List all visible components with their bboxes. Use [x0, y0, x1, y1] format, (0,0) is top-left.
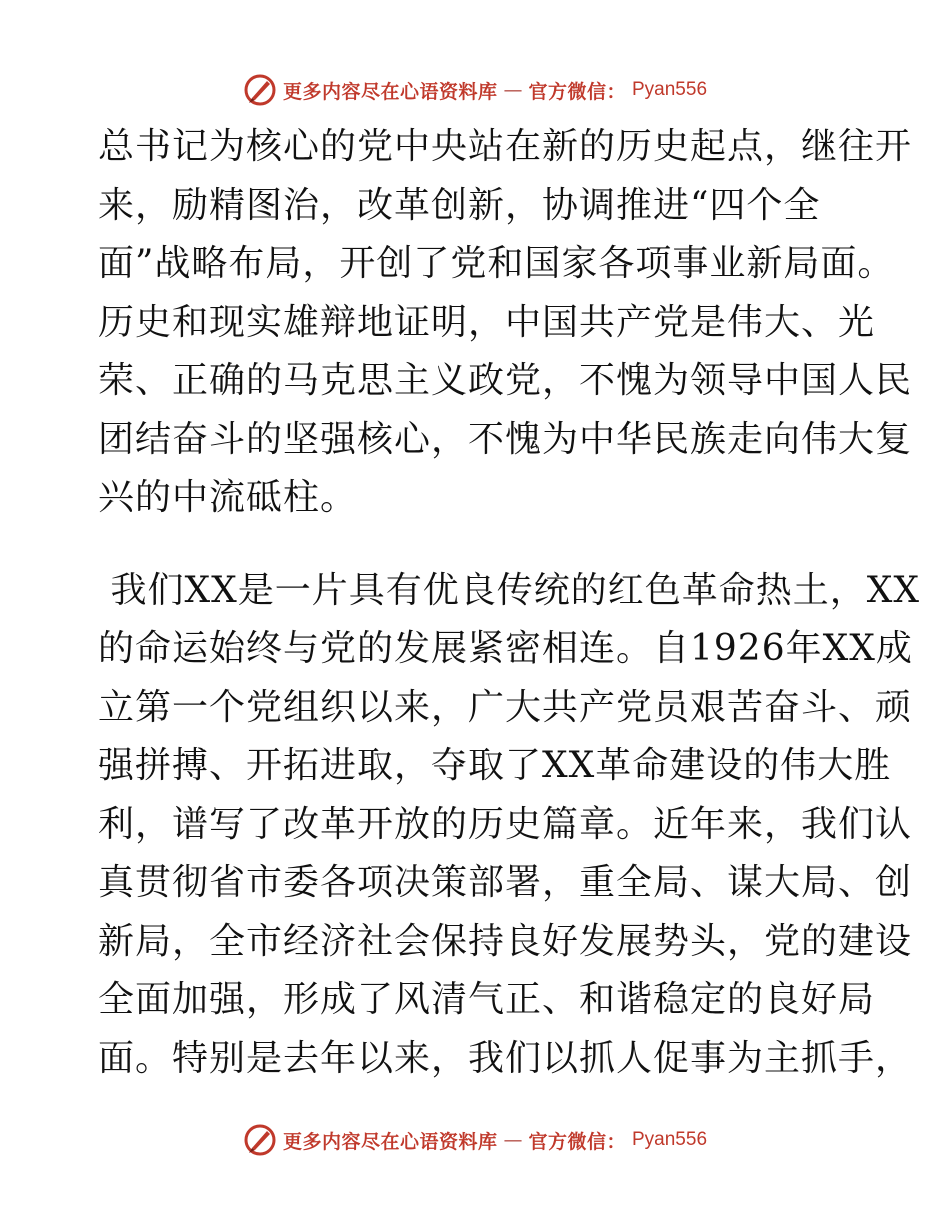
text-line: 面。特别是去年以来，我们以抓人促事为主抓手，: [98, 1037, 913, 1079]
text-line: 的命运始终与党的发展紧密相连。自1926年XX成: [98, 628, 913, 669]
text-line: 真贯彻省市委各项决策部署，重全局、谋大局、创: [98, 862, 913, 903]
footer-watermark-banner: [0, 1120, 950, 1160]
wechat-id: Pyan556: [632, 1129, 708, 1150]
text-line: 总书记为核心的党中央站在新的历史起点，继往开: [98, 126, 913, 167]
wechat-id: Pyan556: [632, 79, 708, 100]
brand-text: 更多内容尽在心语资料库: [282, 1130, 498, 1153]
document-body: [98, 118, 920, 1088]
paragraph-2: [98, 562, 920, 1089]
quill-pen-logo-icon: [243, 1123, 277, 1157]
text-line: 立第一个党组织以来，广大共产党员艰苦奋斗、顽: [98, 686, 913, 728]
wechat-label: 官方微信：: [528, 80, 626, 103]
quill-pen-logo-icon: [243, 73, 277, 107]
text-line: 历史和现实雄辩地证明，中国共产党是伟大、光: [98, 301, 876, 343]
text-line: 全面加强，形成了风清气正、和谐稳定的良好局: [98, 979, 876, 1020]
text-line: 团结奋斗的坚强核心，不愧为中华民族走向伟大复: [98, 418, 913, 460]
banner-separator: —: [503, 1129, 523, 1151]
text-line: 荣、正确的马克思主义政党，不愧为领导中国人民: [98, 360, 913, 401]
wechat-label: 官方微信：: [528, 1130, 626, 1153]
text-line: 强拼搏、开拓进取，夺取了XX革命建设的伟大胜: [98, 745, 892, 786]
header-watermark-banner: [0, 70, 950, 110]
text-line: 我们XX是一片具有优良传统的红色革命热土，XX: [98, 569, 920, 611]
brand-text: 更多内容尽在心语资料库: [282, 80, 498, 103]
text-line: 兴的中流砥柱。: [98, 477, 358, 518]
paragraph-1: [98, 118, 913, 528]
text-line: 利，谱写了改革开放的历史篇章。近年来，我们认: [98, 803, 913, 845]
banner-separator: —: [503, 79, 523, 101]
text-line: 新局，全市经济社会保持良好发展势头，党的建设: [98, 920, 913, 962]
text-line: 面”战略布局，开创了党和国家各项事业新局面。: [98, 243, 895, 284]
text-line: 来，励精图治，改革创新，协调推进“四个全: [98, 184, 821, 226]
